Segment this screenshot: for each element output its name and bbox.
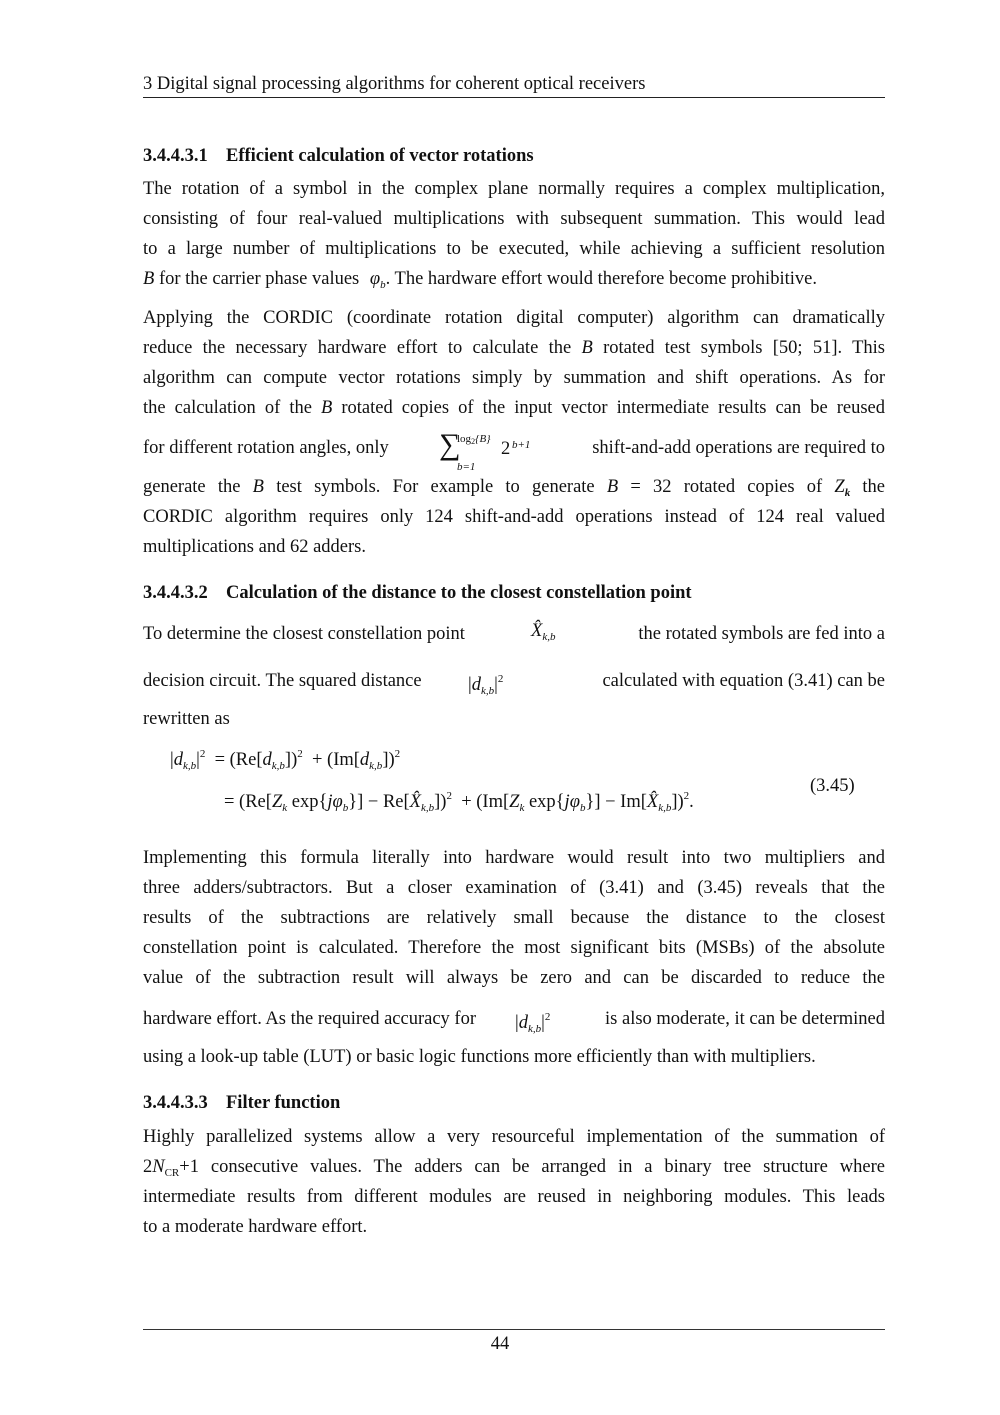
running-header: 3 Digital signal processing algorithms for coherent optical receivers (143, 73, 885, 98)
symbol-d-abs-squared: $|d_{k,b}|^2$ (515, 1011, 551, 1035)
section-title: Efficient calculation of vector rotations (226, 146, 534, 166)
text-line: $2N_{CR}+1$ consecutive values. The adders can be arranged in a binary tree structure where (143, 1157, 885, 1179)
footer-rule (143, 1329, 885, 1330)
text-line: results of the subtractions are relatively small because the distance to the closest (143, 908, 885, 928)
text-line-accuracy: hardware effort. As the required accuracy for $|d_{k,b}|^2$ is also moderate, it can be determined (143, 996, 885, 1042)
text-line: constellation point is calculated. Therefore the most significant bits (MSBs) of the absolute (143, 938, 885, 958)
text-line: consisting of four real-valued multiplications with subsequent summation. This would lead (143, 209, 885, 229)
page-number: 44 (490, 1334, 510, 1354)
symbol-x-hat: $X̂_{k,b}$ (531, 621, 556, 643)
text-line: CORDIC algorithm requires only 124 shift-and-add operations instead of 124 real valued (143, 507, 885, 527)
text-line: value of the subtraction result will always be zero and can be discarded to reduce the (143, 968, 885, 988)
text-line: to a large number of multiplications to be executed, while achieving a sufficient resolution (143, 239, 885, 259)
equation-line-1: $|d_{k,b}|^2 = (Re[d_{k,b}])^2 + (Im[d_{k,b}])^2$ (170, 748, 401, 772)
section-number: 3.4.4.3.1 (143, 146, 208, 166)
section-title: Calculation of the distance to the closest constellation point (226, 583, 692, 603)
paragraph-cordic (143, 303, 885, 423)
text-line-squared-distance: decision circuit. The squared distance $|d_{k,b}|^2$ calculated with equation (3.41) can be (143, 660, 885, 706)
text-line: algorithm can compute vector rotations simply by summation and shift operations. As for (143, 368, 885, 388)
paragraph-cordic-cont (143, 472, 885, 562)
section-heading-3-4-4-3-1 (143, 145, 885, 167)
equation-line-2: = ($Re[Z_k$ $\exp\{j\varphi_b\}$] − $Re[X̂_{k,b}])^2 + (Im[Z_k$ $\exp\{j\varphi_b\}$] − $Im[X̂_{k,b}])^2$. (224, 790, 694, 814)
paragraph-implementation (143, 843, 885, 993)
section-title: Filter function (226, 1093, 341, 1113)
paragraph-rotation-intro (143, 174, 885, 294)
text-line: intermediate results from different modules are reused in neighboring modules. This leads (143, 1187, 885, 1207)
text-line: reduce the necessary hardware effort to calculate the B rotated test symbols [50; 51]. This (143, 338, 885, 358)
section-heading-3-4-4-3-2 (143, 582, 885, 604)
text-line: Implementing this formula literally into hardware would result into two multipliers and (143, 848, 885, 868)
text-line: the calculation of the B rotated copies of the input vector intermediate results can be reused (143, 398, 885, 418)
section-number: 3.4.4.3.3 (143, 1093, 208, 1113)
text-line: Applying the CORDIC (coordinate rotation digital computer) algorithm can dramatically (143, 308, 885, 328)
text-line: multiplications and 62 adders. (143, 537, 366, 557)
text-line: to a moderate hardware effort. (143, 1217, 368, 1237)
text-line-lut: using a look-up table (LUT) or basic logic functions more efficiently than with multipliers. (143, 1047, 816, 1067)
section-number: 3.4.4.3.2 (143, 583, 208, 603)
section-heading-3-4-4-3-3 (143, 1092, 885, 1114)
text-line: B for the carrier phase values $\varphi_b$. The hardware effort would therefore become prohibitive. (143, 269, 817, 291)
text-line-summation: for different rotation angles, only ∑ log2{B} b=1 2 b+1 shift-and-add operations are required to (143, 424, 885, 472)
text-line: Highly parallelized systems allow a very resourceful implementation of the summation of (143, 1127, 885, 1147)
text-line-closest-point: To determine the closest constellation point $X̂_{k,b}$ the rotated symbols are fed into a (143, 612, 885, 658)
equation-3-45 (170, 748, 885, 828)
text-line: The rotation of a symbol in the complex plane normally requires a complex multiplication, (143, 179, 885, 199)
text-line: generate the B test symbols. For example to generate B = 32 rotated copies of $Z_k$ the (143, 477, 885, 499)
equation-number: (3.45) (810, 776, 855, 796)
summation-formula: ∑ log2{B} b=1 2 b+1 (439, 428, 531, 473)
paragraph-filter (143, 1122, 885, 1242)
text-line: three adders/subtractors. But a closer examination of (3.41) and (3.45) reveals that the (143, 878, 885, 898)
text-line-rewritten: rewritten as (143, 709, 230, 729)
symbol-d-abs-squared: $|d_{k,b}|^2$ (468, 673, 504, 697)
